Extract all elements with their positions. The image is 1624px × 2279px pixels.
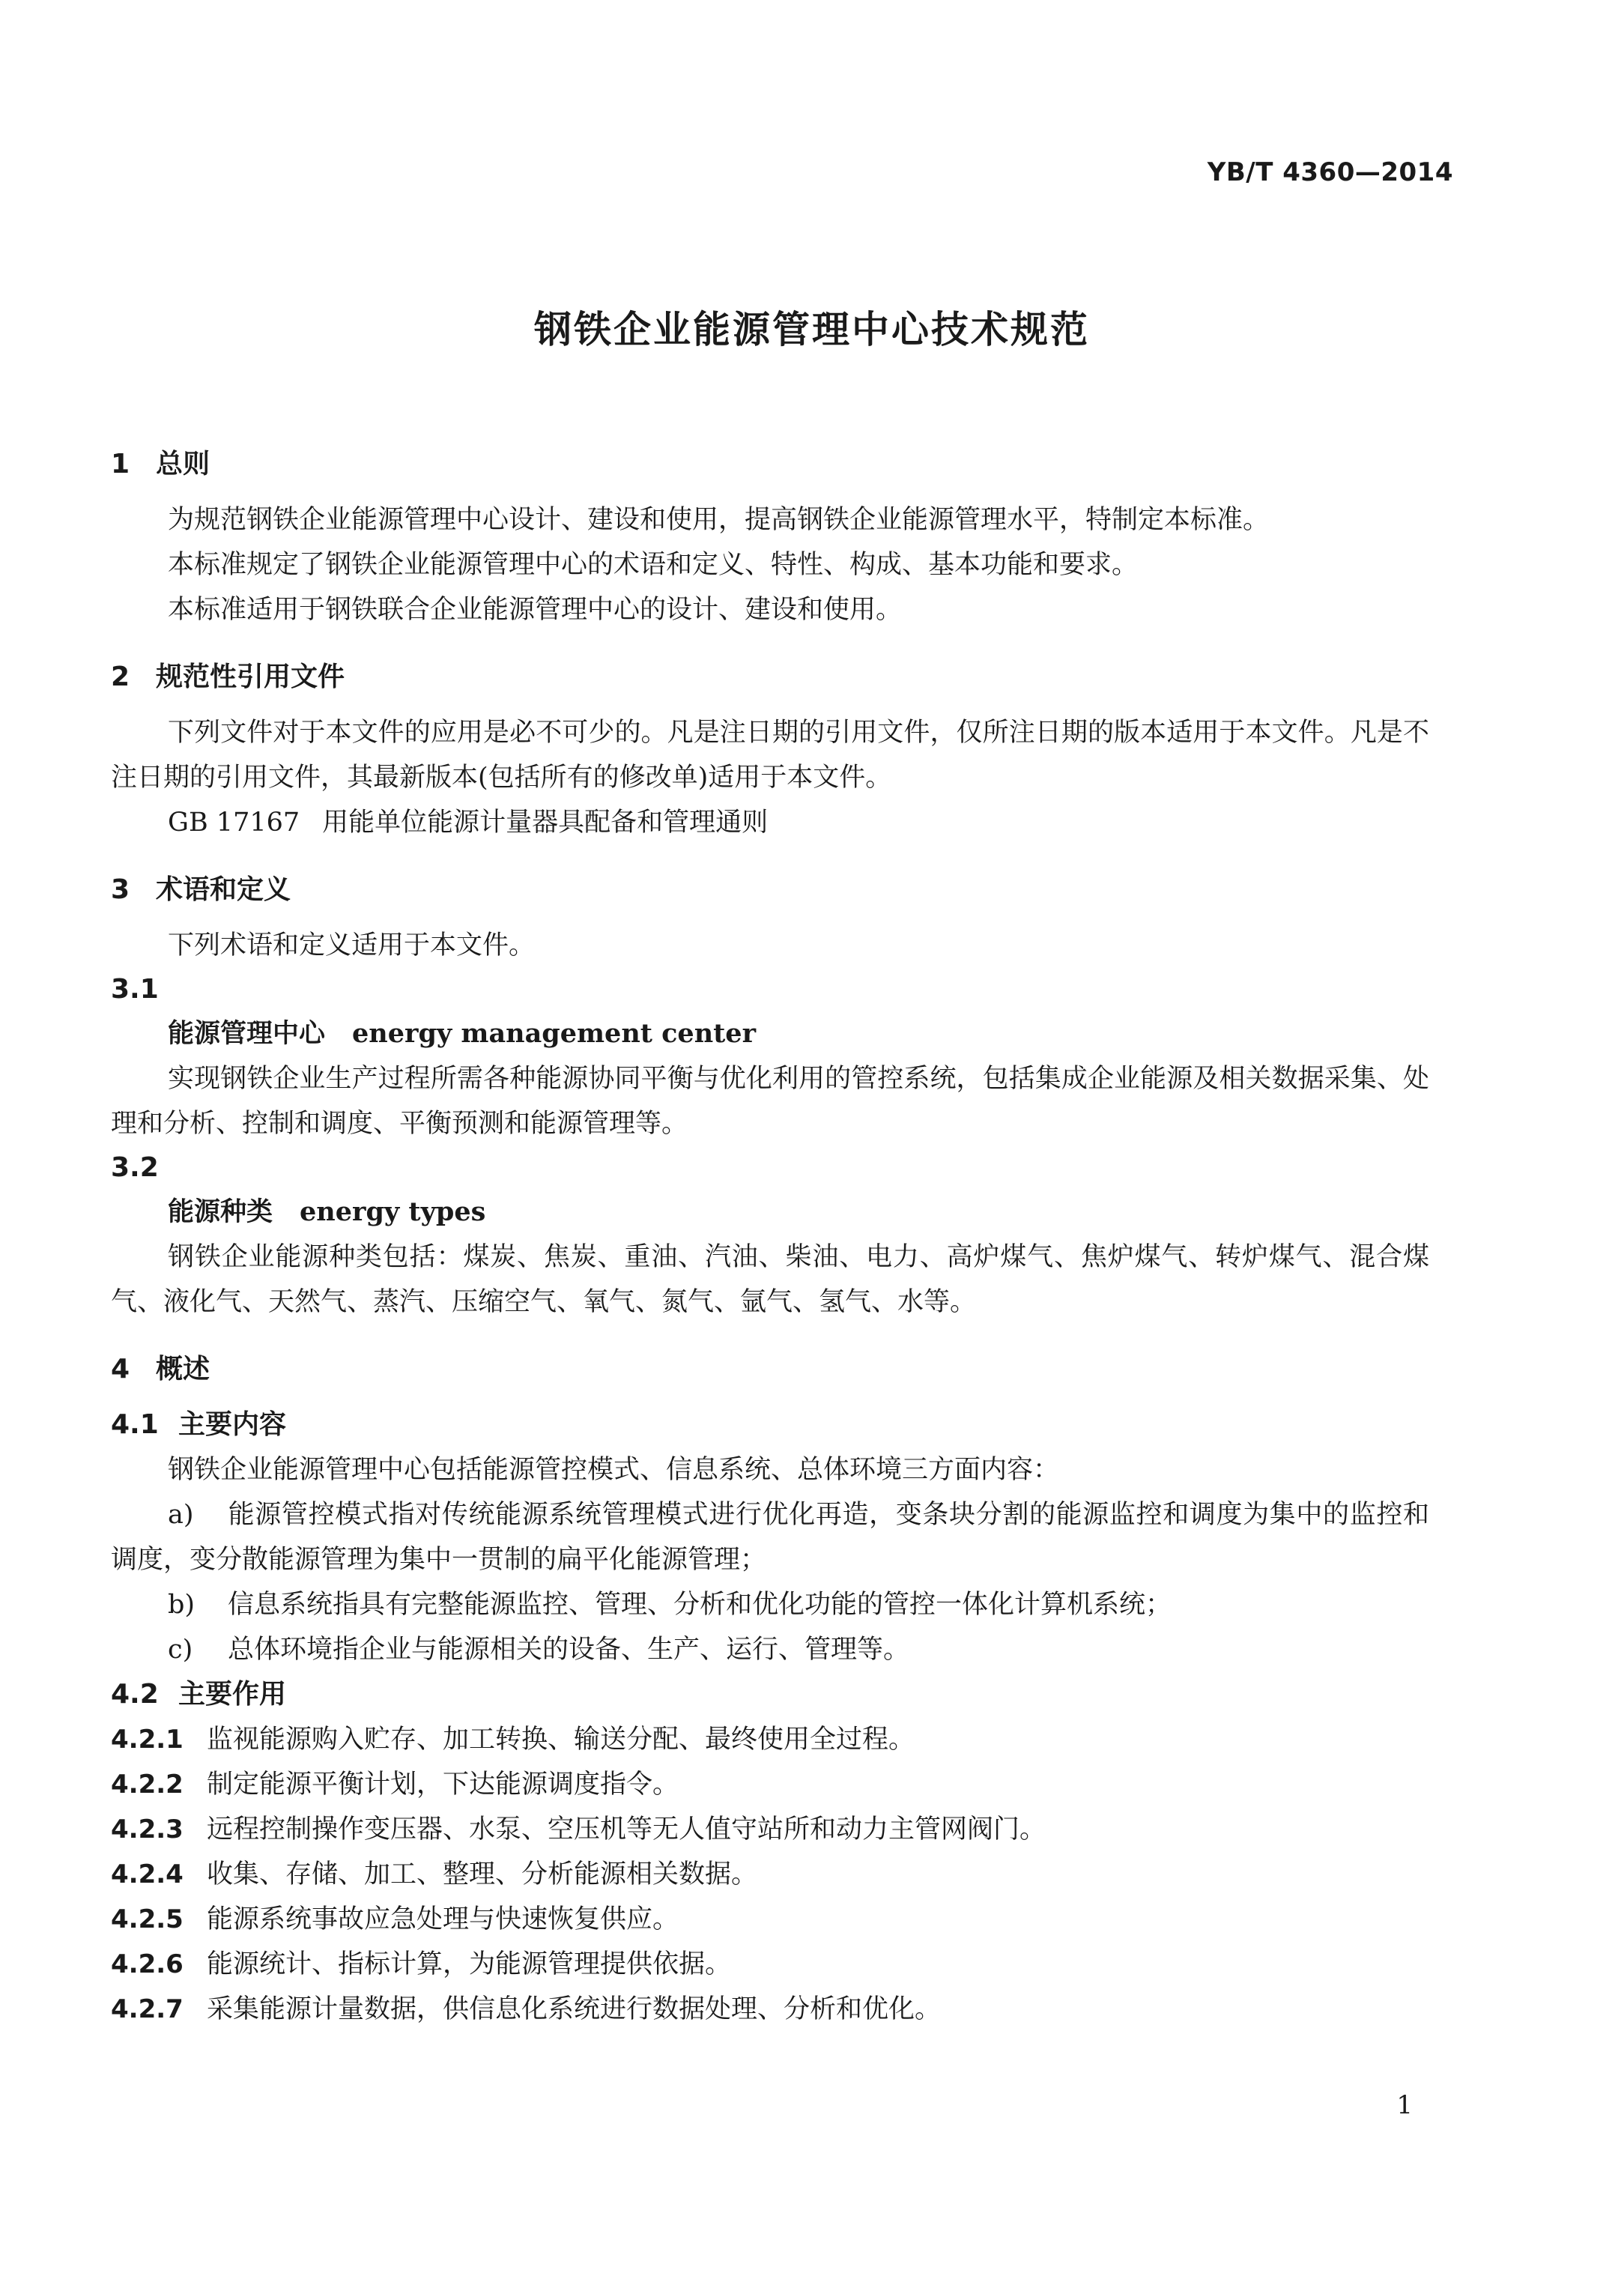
section-number: 4	[111, 1354, 130, 1384]
paragraph: 为规范钢铁企业能源管理中心设计、建设和使用，提高钢铁企业能源管理水平，特制定本标准。	[168, 505, 1270, 535]
clause	[111, 1807, 1429, 1852]
reference-title: 用能单位能源计量器具配备和管理通则	[322, 808, 769, 838]
paragraph: 下列文件对于本文件的应用是必不可少的。凡是注日期的引用文件，仅所注日期的版本适用于本文件。凡是不注日期的引用文件，其最新版本(包括所有的修改单)适用于本文件。	[111, 718, 1429, 793]
section-title: 术语和定义	[156, 874, 291, 905]
paragraph: 下列术语和定义适用于本文件。	[168, 930, 536, 960]
subsection-number: 4.1	[111, 1409, 159, 1440]
list-marker: a)	[168, 1500, 194, 1530]
list-item	[111, 1627, 1429, 1672]
term-english: energy types	[300, 1196, 486, 1227]
clause-number: 4.2.2	[111, 1770, 184, 1800]
page-number: 1	[1396, 2090, 1413, 2120]
section-title: 总则	[156, 449, 210, 479]
reference-code: GB 17167	[168, 808, 300, 838]
clause-text: 制定能源平衡计划，下达能源调度指令。	[207, 1770, 679, 1800]
clause-text: 监视能源购入贮存、加工转换、输送分配、最终使用全过程。	[207, 1725, 915, 1755]
clause-number: 4.2.3	[111, 1815, 184, 1844]
term-number: 3.1	[111, 974, 159, 1005]
term-english: energy management center	[352, 1018, 757, 1049]
list-item	[111, 1492, 1429, 1582]
clause	[111, 1717, 1429, 1762]
paragraph: 本标准规定了钢铁企业能源管理中心的术语和定义、特性、构成、基本功能和要求。	[168, 550, 1139, 580]
subsection-title: 主要内容	[178, 1409, 287, 1440]
term-number: 3.2	[111, 1152, 159, 1183]
standard-code: YB/T 4360—2014	[1207, 157, 1453, 187]
clause	[111, 1897, 1429, 1942]
list-marker: c)	[168, 1635, 193, 1665]
section-number: 2	[111, 662, 130, 692]
section-title: 概述	[156, 1354, 210, 1384]
section-heading-2	[111, 655, 1429, 700]
list-item	[111, 1582, 1429, 1627]
list-marker: b)	[168, 1590, 196, 1620]
clause-text: 远程控制操作变压器、水泵、空压机等无人值守站所和动力主管网阀门。	[207, 1815, 1046, 1844]
section-number: 1	[111, 449, 130, 479]
term-chinese: 能源种类	[168, 1197, 273, 1227]
term-entry	[111, 1190, 1429, 1235]
term-entry	[111, 1011, 1429, 1056]
normative-reference	[111, 800, 1429, 845]
term-definition: 钢铁企业能源种类包括：煤炭、焦炭、重油、汽油、柴油、电力、高炉煤气、焦炉煤气、转炉煤气、混合煤气、液化气、天然气、蒸汽、压缩空气、氧气、氮气、氩气、氢气、水等。	[111, 1242, 1429, 1317]
subsection-heading-4-1	[111, 1402, 1429, 1447]
paragraph: 本标准适用于钢铁联合企业能源管理中心的设计、建设和使用。	[168, 595, 903, 625]
list-item-text: 能源管控模式指对传统能源系统管理模式进行优化再造，变条块分割的能源监控和调度为集中的监控和调度，变分散能源管理为集中一贯制的扁平化能源管理；	[111, 1500, 1429, 1575]
subsection-heading-4-2	[111, 1672, 1429, 1717]
clause-number: 4.2.5	[111, 1904, 184, 1934]
term-chinese: 能源管理中心	[168, 1019, 326, 1049]
list-item-text: 信息系统指具有完整能源监控、管理、分析和优化功能的管控一体化计算机系统；	[228, 1590, 1172, 1620]
term-definition: 实现钢铁企业生产过程所需各种能源协同平衡与优化利用的管控系统，包括集成企业能源及相关数据采集、处理和分析、控制和调度、平衡预测和能源管理等。	[111, 1064, 1429, 1139]
paragraph: 钢铁企业能源管理中心包括能源管控模式、信息系统、总体环境三方面内容：	[168, 1455, 1060, 1485]
clause-text: 收集、存储、加工、整理、分析能源相关数据。	[207, 1859, 758, 1889]
document-title: 钢铁企业能源管理中心技术规范	[534, 308, 1090, 351]
list-item-text: 总体环境指企业与能源相关的设备、生产、运行、管理等。	[228, 1635, 910, 1665]
section-heading-1	[111, 442, 1429, 487]
clause-number: 4.2.4	[111, 1859, 184, 1889]
clause	[111, 1852, 1429, 1897]
document-body	[111, 442, 1429, 2032]
subsection-number: 4.2	[111, 1679, 159, 1710]
section-heading-3	[111, 868, 1429, 912]
subsection-title: 主要作用	[178, 1679, 287, 1710]
clause-text: 采集能源计量数据，供信息化系统进行数据处理、分析和优化。	[207, 1994, 942, 2024]
clause	[111, 1942, 1429, 1987]
clause-number: 4.2.6	[111, 1949, 184, 1979]
section-number: 3	[111, 874, 130, 905]
clause-text: 能源系统事故应急处理与快速恢复供应。	[207, 1904, 679, 1934]
clause-number: 4.2.1	[111, 1725, 184, 1755]
clause-number: 4.2.7	[111, 1994, 184, 2024]
clause	[111, 1762, 1429, 1807]
clause	[111, 1987, 1429, 2032]
clause-text: 能源统计、指标计算，为能源管理提供依据。	[207, 1949, 732, 1979]
section-heading-4	[111, 1347, 1429, 1392]
section-title: 规范性引用文件	[156, 662, 345, 692]
